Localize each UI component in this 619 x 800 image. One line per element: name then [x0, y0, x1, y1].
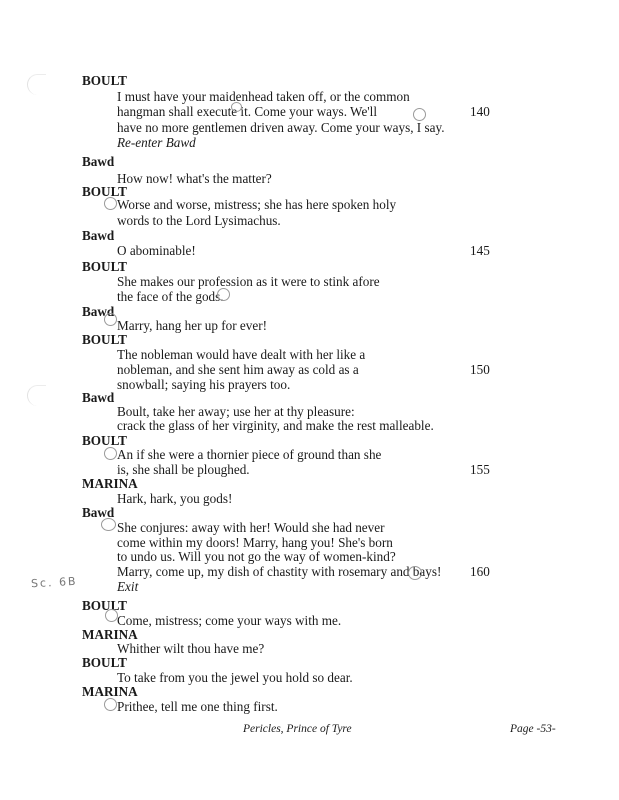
speech-line: Hark, hark, you gods! [117, 491, 233, 506]
speaker-name: BOULT [82, 655, 127, 670]
footer-page-number: Page -53- [510, 723, 556, 735]
speech-line: Boult, take her away; use her at thy pleasure: [117, 404, 355, 419]
pencil-annotation-circle [217, 288, 230, 301]
speech-line: I must have your maidenhead taken off, or the common [117, 89, 410, 104]
speaker-name: BOULT [82, 433, 127, 448]
pencil-annotation-circle [104, 447, 117, 460]
speech-line: O abominable! [117, 243, 196, 258]
speech-line: How now! what's the matter? [117, 171, 272, 186]
footer-play-title: Pericles, Prince of Tyre [243, 723, 352, 735]
speech-line: She conjures: away with her! Would she had never [117, 520, 385, 535]
pencil-annotation-circle [104, 698, 117, 711]
speech-line: to undo us. Will you not go the way of women-kind? [117, 549, 396, 564]
speech-line: is, she shall be ploughed. [117, 462, 250, 477]
stage-direction: Exit [117, 579, 139, 594]
speaker-name: BOULT [82, 332, 127, 347]
speaker-name: Bawd [82, 304, 115, 319]
speech-line: hangman shall execute it. Come your ways. We'll [117, 104, 377, 119]
speech-line: She makes our profession as it were to stink afore [117, 274, 380, 289]
pencil-annotation-circle [101, 518, 116, 531]
speaker-name: BOULT [82, 73, 127, 88]
line-number: 145 [470, 243, 490, 258]
speech-line: crack the glass of her virginity, and make the rest malleable. [117, 418, 434, 433]
speaker-name: MARINA [82, 684, 138, 699]
speech-line: An if she were a thornier piece of ground than she [117, 447, 382, 462]
pencil-annotation-circle [413, 108, 426, 121]
stage-direction: Re-enter Bawd [117, 135, 196, 150]
pencil-annotation-circle [105, 609, 118, 622]
speech-line: snowball; saying his prayers too. [117, 377, 291, 392]
speaker-name: MARINA [82, 476, 138, 491]
pencil-annotation-circle [104, 313, 117, 326]
speech-line: have no more gentlemen driven away. Come your ways, I say. [117, 120, 445, 135]
pencil-annotation-circle [104, 197, 117, 210]
speech-line: To take from you the jewel you hold so dear. [117, 670, 353, 685]
speech-line: words to the Lord Lysimachus. [117, 213, 281, 228]
speech-line: Worse and worse, mistress; she has here spoken holy [117, 197, 397, 212]
speech-line: Whither wilt thou have me? [117, 641, 265, 656]
speech-line: the face of the gods. [117, 289, 224, 304]
speech-line: The nobleman would have dealt with her like a [117, 347, 366, 362]
handwritten-margin-note: Sc. 6B [30, 574, 78, 591]
hole-punch-mark [27, 74, 46, 95]
speaker-name: Bawd [82, 390, 115, 405]
speaker-name: BOULT [82, 259, 127, 274]
line-number: 160 [470, 564, 490, 579]
speaker-name: Bawd [82, 505, 115, 520]
speaker-name: BOULT [82, 598, 127, 613]
hole-punch-mark [27, 385, 46, 406]
line-number: 155 [470, 462, 490, 477]
line-number: 150 [470, 362, 490, 377]
speaker-name: BOULT [82, 184, 127, 199]
speaker-name: MARINA [82, 627, 138, 642]
speech-line: Prithee, tell me one thing first. [117, 699, 278, 714]
speaker-name: Bawd [82, 154, 115, 169]
line-number: 140 [470, 104, 490, 119]
pencil-annotation-circle [231, 102, 242, 112]
speech-line: Marry, come up, my dish of chastity with rosemary and bays! [117, 564, 442, 579]
speech-line: Come, mistress; come your ways with me. [117, 613, 342, 628]
speaker-name: Bawd [82, 228, 115, 243]
speech-line: Marry, hang her up for ever! [117, 318, 268, 333]
speech-line: come within my doors! Marry, hang you! She's born [117, 535, 393, 550]
pencil-annotation-circle [408, 566, 422, 580]
speech-line: nobleman, and she sent him away as cold as a [117, 362, 359, 377]
